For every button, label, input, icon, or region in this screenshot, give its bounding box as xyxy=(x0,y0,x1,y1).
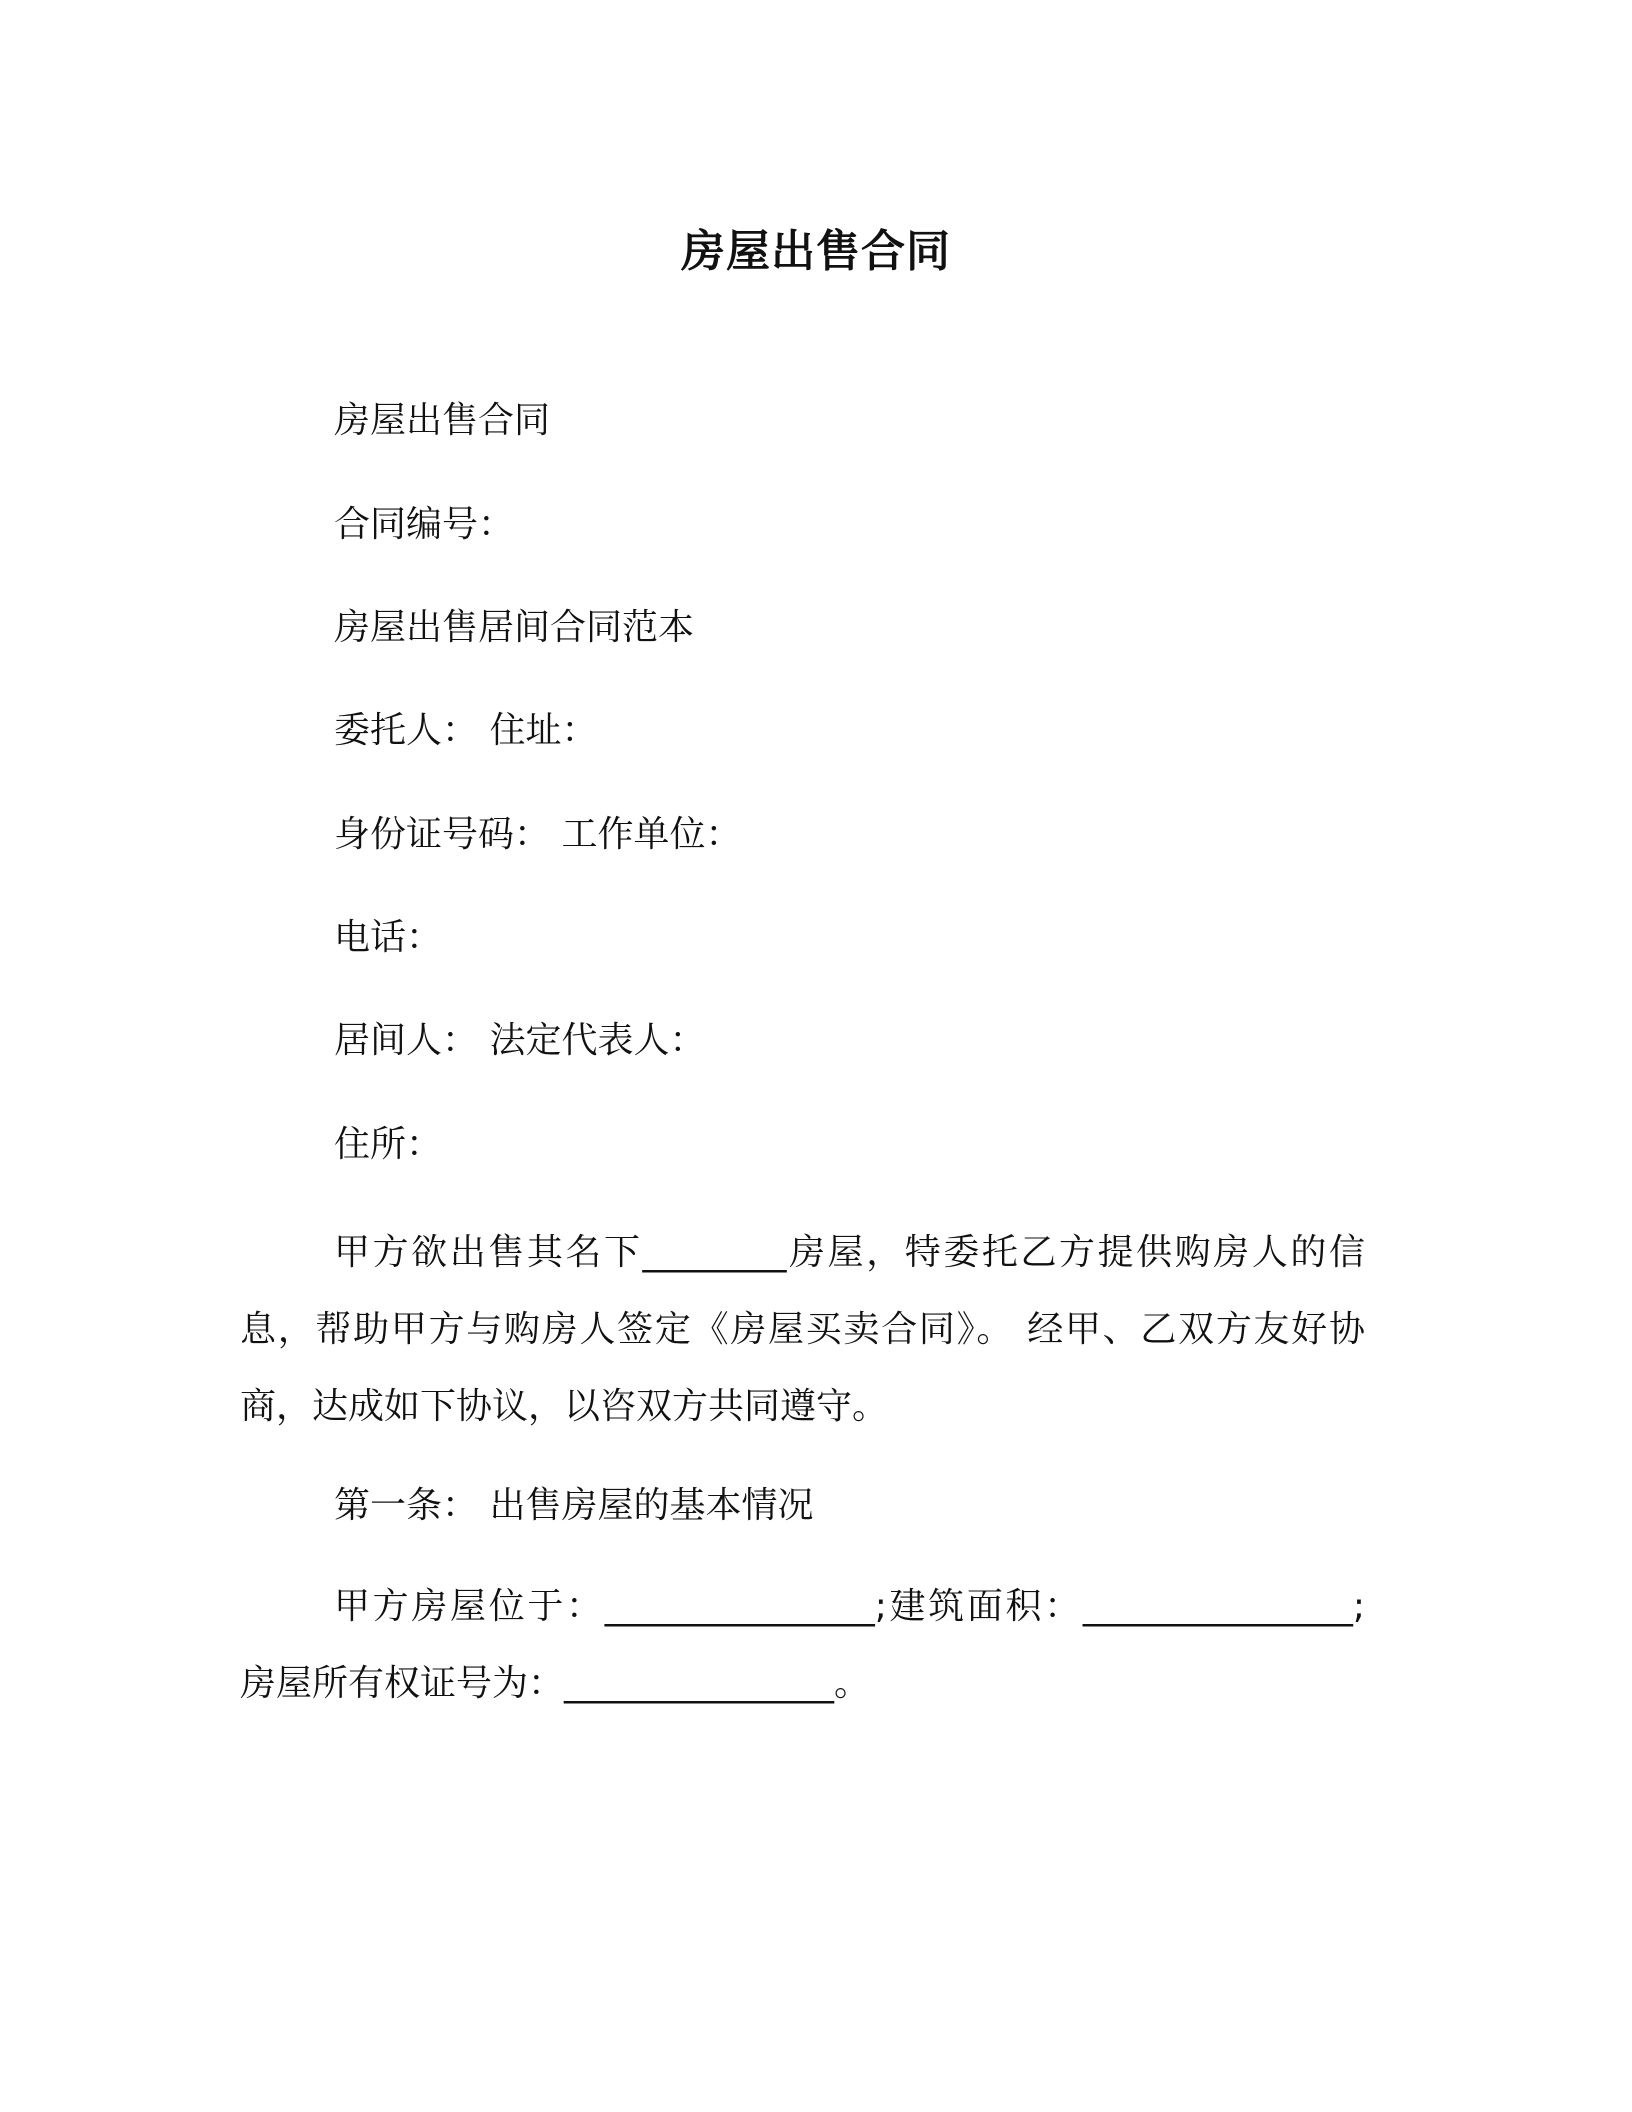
residence-line: 住所： xyxy=(334,1124,443,1165)
phone-line: 电话： xyxy=(334,917,443,958)
contract-number-label: 合同编号： xyxy=(334,504,515,545)
contract-heading: 房屋出售合同 xyxy=(334,400,551,441)
intro-paragraph: 甲方欲出售其名下________房屋，特委托乙方提供购房人的信息，帮助甲方与购房人签定《房屋买卖合同》。 经甲、乙双方友好协商，达成如下协议，以咨双方共同遵守。 xyxy=(240,1232,1365,1427)
property-details-paragraph: 甲方房屋位于：_______________;建筑面积：_______________;房屋所有权证号为：_______________。 xyxy=(240,1586,1365,1704)
broker-representative-line: 居间人： 法定代表人： xyxy=(334,1020,706,1061)
article-1-heading: 第一条： 出售房屋的基本情况 xyxy=(334,1485,814,1526)
client-address-line: 委托人： 住址： xyxy=(334,710,598,751)
contract-subtitle: 房屋出售居间合同范本 xyxy=(334,607,695,648)
document-title: 房屋出售合同 xyxy=(681,226,951,277)
id-workplace-line: 身份证号码： 工作单位： xyxy=(334,814,742,855)
